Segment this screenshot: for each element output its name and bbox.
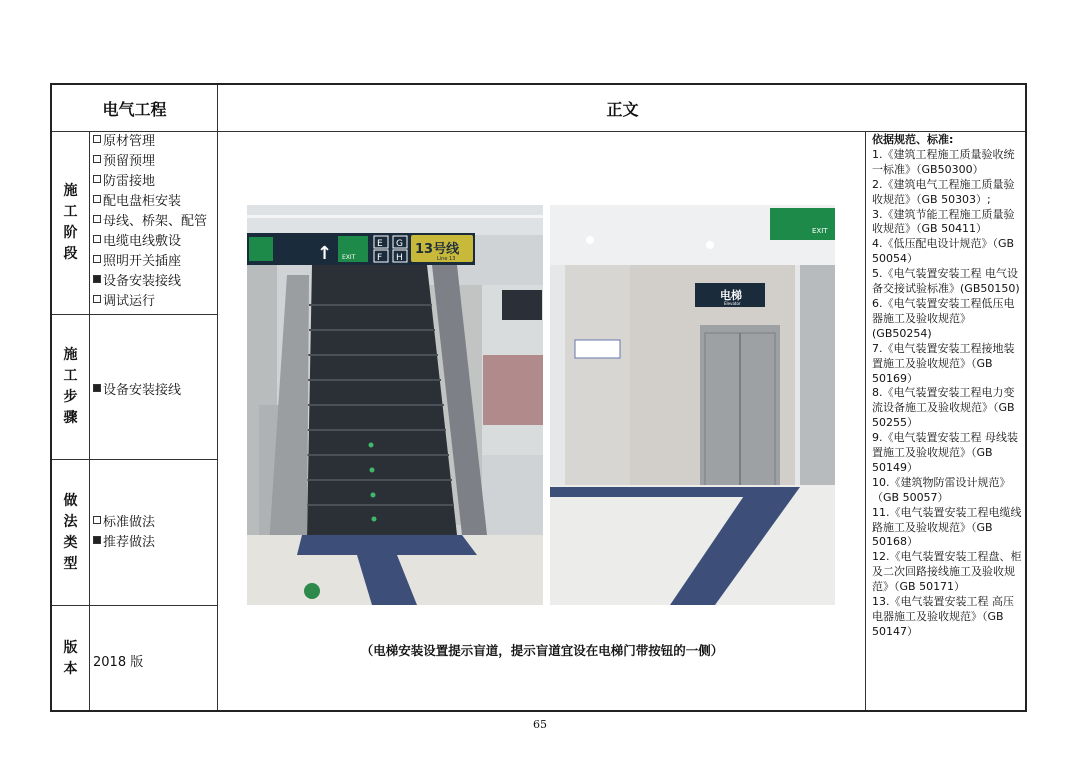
- label-char: 本: [63, 661, 78, 677]
- standard-item: 3.《建筑节能工程施工质量验收规范》（GB 50411）: [872, 207, 1015, 236]
- checkbox-empty[interactable]: [93, 295, 101, 303]
- exit-text: EXIT: [342, 254, 356, 261]
- standard-item: 2.《建筑电气工程施工质量验收规范》（GB 50303）;: [872, 177, 1015, 206]
- stage-option[interactable]: [93, 212, 207, 232]
- standards-title: 依据规范、标准:: [872, 133, 954, 146]
- standard-item: 1.《建筑工程施工质量验收统一标准》（GB50300）: [872, 147, 1015, 176]
- checkbox-empty[interactable]: [93, 516, 101, 524]
- option-label: 标准做法: [103, 515, 156, 530]
- line-en-text: Line 13: [437, 256, 456, 262]
- checkbox-empty[interactable]: [93, 175, 101, 183]
- checkbox-empty[interactable]: [93, 235, 101, 243]
- header-left-title: 电气工程: [102, 99, 167, 119]
- checkbox-empty[interactable]: [93, 215, 101, 223]
- label-char: 法: [63, 513, 78, 530]
- option-label: 预留预埋: [103, 154, 156, 169]
- standard-item: 9.《电气装置安装工程 母线装置施工及验收规范》（GB 50149）: [872, 431, 1018, 474]
- label-char: 版: [63, 640, 78, 656]
- option-label: 设备安装接线: [103, 274, 182, 289]
- photo-staircase: [247, 205, 543, 605]
- label-divider: [89, 131, 90, 710]
- checkbox-checked[interactable]: [93, 275, 101, 283]
- standard-item: 11.《电气装置安装工程电缆线路施工及验收规范》（GB 50168）: [872, 505, 1022, 549]
- checkbox-empty[interactable]: [93, 195, 101, 203]
- stage-option[interactable]: [93, 152, 207, 172]
- stage-options: [93, 132, 207, 312]
- label-char: 骤: [63, 410, 78, 426]
- line-text: 13号线: [415, 242, 460, 257]
- checkbox-empty[interactable]: [93, 135, 101, 143]
- stage-option[interactable]: [93, 232, 207, 252]
- option-label: 配电盘柜安装: [103, 194, 182, 209]
- method-options: [93, 513, 155, 553]
- option-label: 推荐做法: [103, 535, 156, 550]
- stage-option[interactable]: [93, 192, 207, 212]
- stage-option[interactable]: [93, 252, 207, 272]
- standard-item: 5.《电气装置安装工程 电气设备交接试验标准》(GB50150): [872, 267, 1020, 296]
- standard-item: 6.《电气装置安装工程低压电器施工及验收规范》(GB50254): [872, 296, 1015, 340]
- column-divider-left: [217, 85, 218, 710]
- standards-list: [872, 133, 1024, 640]
- label-char: 段: [63, 246, 78, 262]
- elevator-sign-text: 电梯: [720, 289, 742, 302]
- sign-letter: F: [377, 253, 383, 263]
- sign-letter: G: [396, 239, 403, 249]
- label-char: 施: [63, 347, 78, 363]
- standard-item: 13.《电气装置安装工程 高压电器施工及验收规范》（GB 50147）: [872, 595, 1014, 638]
- label-char: 施: [63, 183, 78, 199]
- step-value[interactable]: [93, 379, 181, 398]
- step-label: [52, 315, 89, 459]
- stage-option[interactable]: [93, 132, 207, 152]
- method-option[interactable]: [93, 513, 155, 533]
- standard-item: 7.《电气装置安装工程接地装置施工及验收规范》（GB 50169）: [872, 341, 1015, 385]
- option-label: 防雷接地: [103, 174, 156, 189]
- version-value: 2018 版: [93, 655, 144, 670]
- option-label: 照明开关插座: [103, 254, 182, 269]
- label-char: 工: [63, 204, 78, 220]
- standard-item: 8.《电气装置安装工程电力变流设备施工及验收规范》（GB 50255）: [872, 386, 1015, 430]
- checkbox-empty[interactable]: [93, 255, 101, 263]
- option-label: 原材管理: [103, 134, 156, 149]
- stage-label: [52, 132, 89, 314]
- sign-letter: H: [396, 253, 403, 263]
- label-char: 类: [63, 534, 78, 551]
- column-divider-right: [865, 131, 866, 710]
- stage-option[interactable]: [93, 172, 207, 192]
- page-number: 65: [533, 718, 547, 731]
- version-label: [52, 606, 89, 712]
- exit-text: EXIT: [812, 227, 828, 235]
- checkbox-empty[interactable]: [93, 155, 101, 163]
- option-label: 调试运行: [103, 294, 156, 309]
- standard-item: 4.《低压配电设计规范》（GB 50054）: [872, 237, 1015, 266]
- svg-text:↑: ↑: [317, 243, 333, 264]
- photo-elevator: [550, 205, 835, 605]
- label-char: 型: [63, 555, 78, 572]
- stage-option[interactable]: [93, 272, 207, 292]
- label-char: 做: [63, 492, 78, 509]
- photo-caption: （电梯安装设置提示盲道，提示盲道宜设在电梯门带按钮的一侧）: [360, 643, 724, 658]
- stage-option[interactable]: [93, 292, 207, 312]
- standard-item: 12.《电气装置安装工程盘、柜及二次回路接线施工及验收规范》（GB 50171）: [872, 550, 1022, 594]
- label-char: 工: [63, 368, 78, 384]
- header-main-title: 正文: [606, 99, 639, 119]
- label-char: 阶: [63, 225, 78, 241]
- method-label: [52, 460, 89, 605]
- option-label: 电缆电线敷设: [103, 234, 182, 249]
- sign-letter: E: [377, 239, 383, 249]
- elevator-sign-en: Elevator: [724, 301, 741, 306]
- method-option[interactable]: [93, 533, 155, 553]
- option-label: 母线、桥架、配管: [103, 214, 208, 229]
- label-char: 步: [63, 389, 78, 405]
- checkbox-checked[interactable]: [93, 384, 101, 392]
- checkbox-checked[interactable]: [93, 536, 101, 544]
- step-value-label: 设备安装接线: [103, 383, 182, 398]
- standard-item: 10.《建筑物防雷设计规范》（GB 50057）: [872, 475, 1011, 504]
